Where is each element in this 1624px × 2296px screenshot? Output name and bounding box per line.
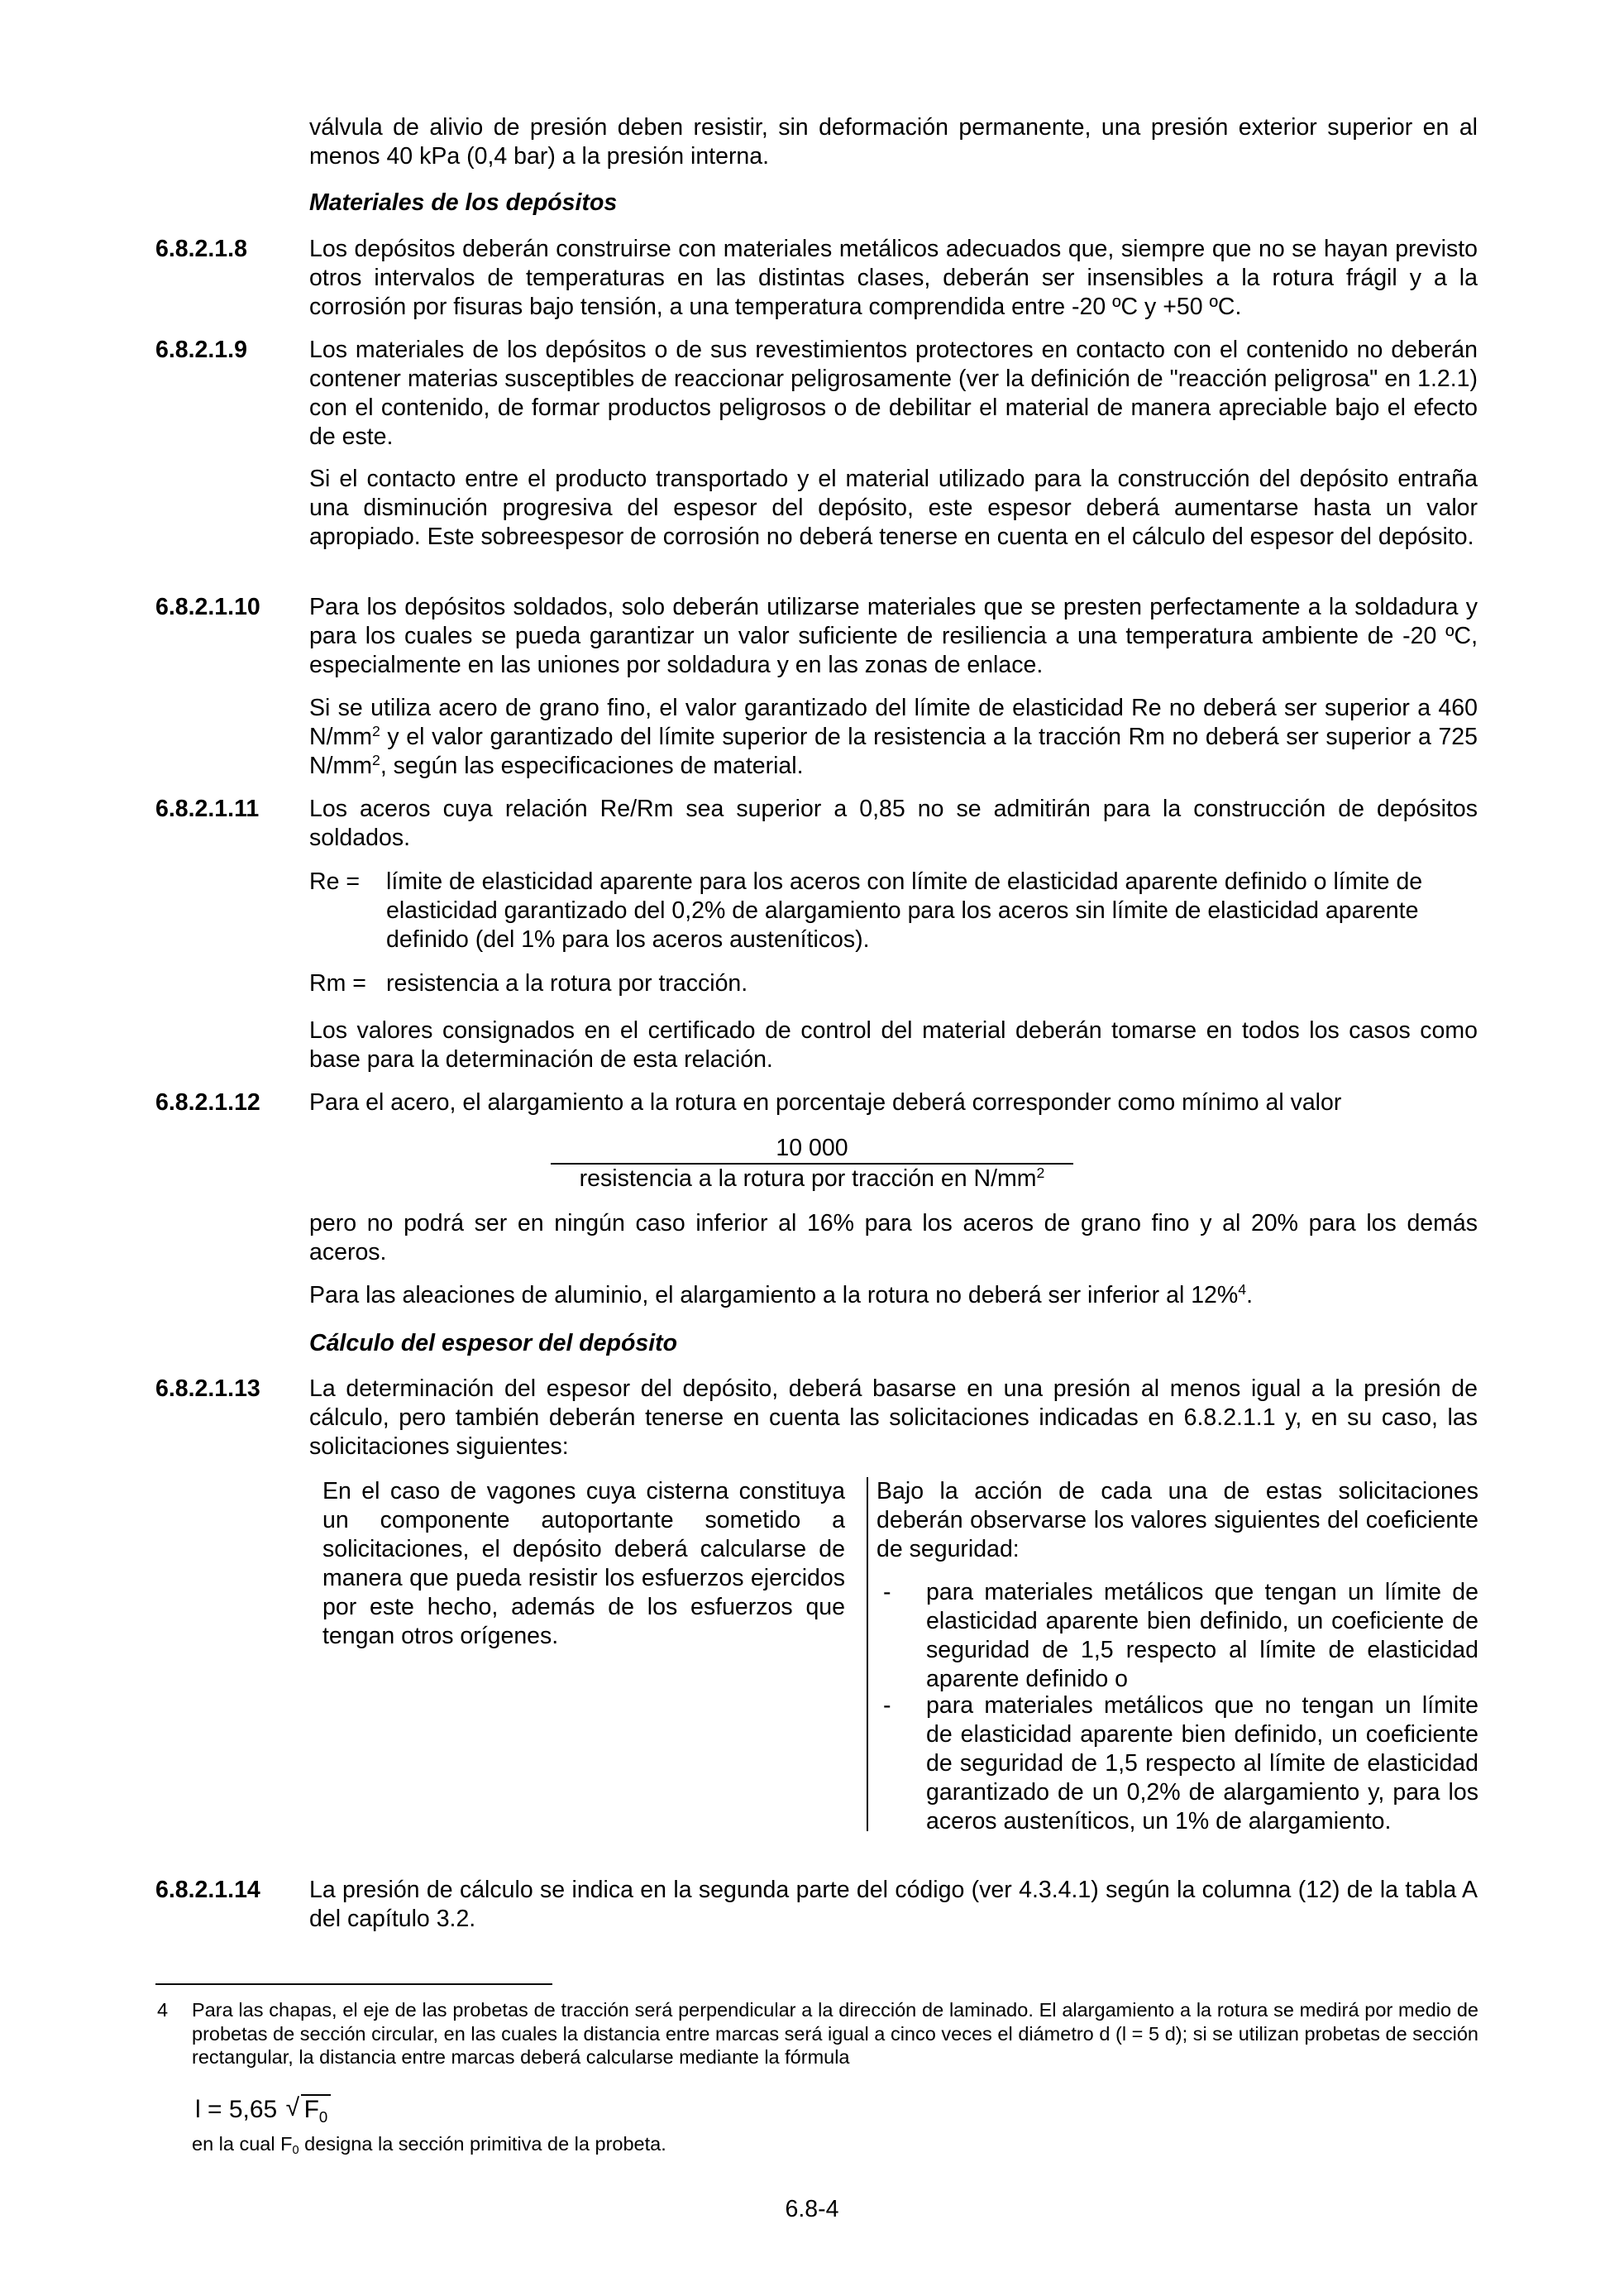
formula-sqrt	[301, 2094, 332, 2124]
page-number: 6.8-4	[785, 2196, 839, 2222]
section-text-12-p3	[309, 1281, 1478, 1310]
formula-variable: F	[303, 2096, 319, 2123]
aluminium-text-end: .	[1246, 1282, 1253, 1308]
section-number-14: 6.8.2.1.14	[155, 1877, 260, 1903]
section-number-10: 6.8.2.1.10	[155, 594, 260, 620]
fraction-numerator: 10 000	[776, 1135, 848, 1161]
elongation-fraction	[551, 1134, 1073, 1193]
superscript-2: 2	[371, 752, 380, 769]
re-label: Re =	[309, 868, 360, 895]
section-text-14: La presión de cálculo se indica en la segunda parte del código (ver 4.3.4.1) según la columna (12) de la tabla A del capítulo 3.2.	[309, 1877, 1478, 1932]
right-column-text: Bajo la acción de cada una de estas solicitaciones deberán observarse los valores siguientes del coeficiente de seguridad:	[876, 1478, 1478, 1562]
bullet-dash-2: -	[883, 1692, 891, 1719]
footnote-text: Para las chapas, el eje de las probetas de tracción será perpendicular a la dirección de laminado. El alargamiento a la rotura se medirá por medio de probetas de sección circular, en las cuales la distancia entre marcas será igual a cinco veces el diámetro d (l = 5 d); si se utilizan probetas de sección rectangular, la distancia entre marcas deberá calcularse mediante la fórmula	[192, 1999, 1478, 2068]
footnote-text-2b: designa la sección primitiva de la probeta.	[299, 2133, 666, 2155]
heading-materiales: Materiales de los depósitos	[309, 189, 618, 216]
denominator-superscript: 2	[1036, 1165, 1045, 1182]
heading-calculo: Cálculo del espesor del depósito	[309, 1330, 678, 1356]
footnote-mark: 4	[157, 1999, 169, 2021]
fraction-denominator	[551, 1165, 1073, 1193]
footnote-reference[interactable]: 4	[1238, 1281, 1247, 1299]
formula-lhs: l = 5,65	[195, 2096, 278, 2123]
section-text-10: Para los depósitos soldados, solo deberán utilizarse materiales que se presten perfectamente a la soldadura y para los cuales se pueda garantizar un valor suficiente de resiliencia a una temperatura ambiente de -20 ºC, especialmente en las uniones por soldadura y en las zonas de enlace.	[309, 594, 1478, 678]
section-text-10-p2	[309, 694, 1478, 781]
rm-definition: resistencia a la rotura por tracción.	[386, 970, 748, 997]
section-text-12: Para el acero, el alargamiento a la rotura en porcentaje deberá corresponder como mínimo al valor	[309, 1089, 1342, 1116]
steel-limit-text-c: , según las especificaciones de material.	[380, 753, 804, 779]
aluminium-text: Para las aleaciones de aluminio, el alargamiento a la rotura no deberá ser inferior al 12%	[309, 1282, 1239, 1308]
re-definition: límite de elasticidad aparente para los aceros con límite de elasticidad aparente definido o límite de elasticidad garantizado del 0,2% de alargamiento para los aceros sin límite de elasticidad aparente definido (del 1% para los aceros austeníticos).	[386, 868, 1423, 953]
section-number-11: 6.8.2.1.11	[155, 796, 260, 822]
section-text-9: Los materiales de los depósitos o de sus revestimientos protectores en contacto con el contenido no deberán contener materias susceptibles de reaccionar peligrosamente (ver la definición de "reacción peligrosa" en 1.2.1) con el contenido, de formar productos peligrosos o de debilitar el material de manera apreciable bajo el efecto de este.	[309, 337, 1478, 450]
section-text-9-p2: Si el contacto entre el producto transportado y el material utilizado para la construcción del depósito entraña una disminución progresiva del espesor del depósito, este espesor deberá aumentarse hasta un valor apropiado. Este sobreespesor de corrosión no deberá tenerse en cuenta en el cálculo del espesor del depósito.	[309, 466, 1478, 550]
section-number-9: 6.8.2.1.9	[155, 337, 247, 363]
intro-paragraph: válvula de alivio de presión deben resistir, sin deformación permanente, una presión exterior superior en al menos 40 kPa (0,4 bar) a la presión interna.	[309, 114, 1478, 170]
section-number-8: 6.8.2.1.8	[155, 236, 247, 262]
footnote-text-2a: en la cual F	[192, 2133, 293, 2155]
formula-subscript: 0	[318, 2107, 328, 2126]
bullet-item-1: para materiales metálicos que tengan un límite de elasticidad aparente bien definido, un coeficiente de seguridad de 1,5 respecto al límite de elasticidad aparente definido o	[926, 1579, 1478, 1692]
steel-limit-text-b: y el valor garantizado del límite superior de la resistencia a la tracción Rm no deberá ser superior a 725 N/mm	[309, 724, 1478, 779]
left-column-text: En el caso de vagones cuya cisterna constituya un componente autoportante sometido a solicitaciones, el depósito deberá calcularse de manera que pueda resistir los esfuerzos ejercidos por este hecho, además de los esfuerzos que tengan otros orígenes.	[322, 1478, 845, 1649]
section-text-13: La determinación del espesor del depósito, deberá basarse en una presión al menos igual a la presión de cálculo, pero también deberán tenerse en cuenta las solicitaciones indicadas en 6.8.2.1.1 y, en su caso, las solicitaciones siguientes:	[309, 1375, 1478, 1460]
section-number-13: 6.8.2.1.13	[155, 1375, 260, 1402]
section-text-8: Los depósitos deberán construirse con materiales metálicos adecuados que, siempre que no se hayan previsto otros intervalos de temperaturas en las distintas clases, deberán ser insensibles a la rotura frágil y a la corrosión por fisuras bajo tensión, a una temperatura comprendida entre -20 ºC y +50 ºC.	[309, 236, 1478, 320]
section-text-11: Los aceros cuya relación Re/Rm sea superior a 0,85 no se admitirán para la construcción de depósitos soldados.	[309, 796, 1478, 851]
superscript-2: 2	[371, 723, 380, 740]
bullet-dash-1: -	[883, 1579, 891, 1605]
denominator-text: resistencia a la rotura por tracción en N/mm	[579, 1165, 1037, 1192]
footnote-text-2	[192, 2132, 666, 2156]
footnote-formula	[195, 2094, 331, 2124]
section-text-12-p2: pero no podrá ser en ningún caso inferior al 16% para los aceros de grano fino y al 20% para los demás aceros.	[309, 1210, 1478, 1265]
section-text-11-p3: Los valores consignados en el certificado de control del material deberán tomarse en todos los casos como base para la determinación de esta relación.	[309, 1017, 1478, 1073]
column-divider	[867, 1477, 868, 1831]
footnote-separator	[155, 1983, 552, 1985]
rm-label: Rm =	[309, 970, 366, 997]
bullet-item-2: para materiales metálicos que no tengan un límite de elasticidad aparente bien definido, un coeficiente de seguridad de 1,5 respecto al límite de elasticidad garantizado de un 0,2% de alargamiento y, para los aceros austeníticos, un 1% de alargamiento.	[926, 1692, 1478, 1834]
section-number-12: 6.8.2.1.12	[155, 1089, 260, 1116]
footnote-subscript: 0	[292, 2144, 299, 2158]
steel-limit-text-a: Si se utiliza acero de grano fino, el valor garantizado del límite de elasticidad Re no deberá ser superior a 460 N/mm	[309, 695, 1478, 750]
